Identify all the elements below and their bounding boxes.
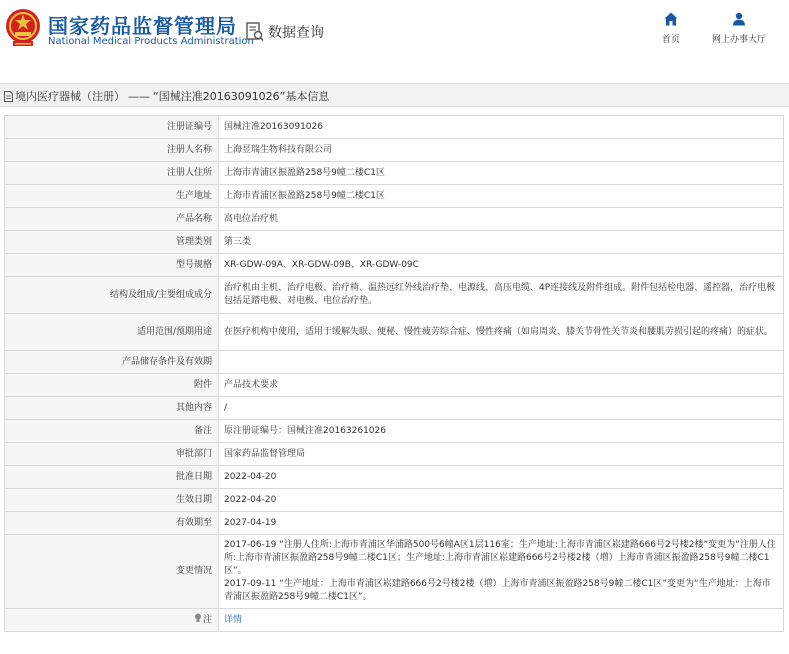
field-value [219, 116, 784, 139]
field-label [5, 208, 219, 231]
field-value-text: 产品技术要求 [224, 379, 279, 390]
data-query-label: 数据查询 [268, 25, 324, 41]
field-value [219, 512, 784, 535]
field-value-text: 2022-04-20 [224, 494, 277, 505]
user-icon [732, 12, 746, 26]
field-value [219, 314, 784, 351]
nav-home-label: 首页 [661, 35, 680, 45]
field-value [219, 231, 784, 254]
document-search-icon [246, 22, 264, 42]
field-label [5, 397, 219, 420]
field-value-text: 治疗机由主机、治疗电极、治疗椅、温热远红外线治疗垫、电源线、高压电缆、4P连接线及附件组成。附件包括检电器、遥控器，治疗电极包括足踏电极、对电极、电位治疗垫。 [224, 283, 776, 306]
field-value [219, 609, 784, 632]
field-value-text: 第三类 [224, 236, 252, 247]
field-label-text: 有效期至 [175, 517, 212, 528]
field-label [5, 609, 219, 632]
field-value [219, 466, 784, 489]
field-label-text: 适用范围/预期用途 [136, 326, 212, 337]
field-label-text: 其他内容 [175, 402, 212, 413]
table-row [5, 139, 784, 162]
table-row [5, 314, 784, 351]
field-value [219, 162, 784, 185]
field-value-text: 在医疗机构中使用，适用于缓解失眠、便秘、慢性疲劳综合症、慢性疼痛（如肩周炎、膝关节骨性关节炎和腰肌劳损引起的疼痛）的症状。 [224, 326, 774, 337]
field-value [219, 185, 784, 208]
breadcrumb-separator: —— [128, 89, 150, 103]
field-value [219, 443, 784, 466]
field-label [5, 535, 219, 609]
field-label-text: 附件 [193, 379, 212, 390]
field-label-text: 注册证编号 [166, 121, 212, 132]
field-value [219, 374, 784, 397]
field-label-text: 注册人名称 [166, 144, 212, 155]
table-row [5, 420, 784, 443]
nav-home[interactable] [656, 12, 686, 45]
field-label-text: 注册人住所 [166, 167, 212, 178]
field-value-text: 上海昱瑞生物科技有限公司 [224, 144, 333, 155]
field-value-text: XR-GDW-09A、XR-GDW-09B、XR-GDW-09C [224, 259, 419, 270]
field-value-text: 国家药品监督管理局 [224, 448, 306, 459]
table-row [5, 535, 784, 609]
field-label-text: 结构及组成/主要组成成分 [109, 289, 212, 300]
home-icon [664, 12, 678, 26]
field-value [219, 254, 784, 277]
field-value [219, 397, 784, 420]
breadcrumb [0, 83, 789, 107]
field-label [5, 116, 219, 139]
field-label [5, 351, 219, 374]
table-row [5, 351, 784, 374]
table-row [5, 397, 784, 420]
table-row [5, 512, 784, 535]
field-label [5, 231, 219, 254]
field-label [5, 420, 219, 443]
table-row [5, 277, 784, 314]
field-value [219, 277, 784, 314]
field-label [5, 512, 219, 535]
field-label [5, 185, 219, 208]
table-row [5, 208, 784, 231]
field-value-text: 上海市青浦区振盈路258号9幢二楼C1区 [224, 167, 385, 178]
field-value-text: 2022-04-20 [224, 471, 277, 482]
table-row [5, 374, 784, 397]
field-label [5, 162, 219, 185]
field-label [5, 443, 219, 466]
table-row [5, 231, 784, 254]
field-label-text: 产品储存条件及有效期 [121, 356, 212, 367]
table-row [5, 116, 784, 139]
document-icon [4, 91, 13, 102]
table-row [5, 466, 784, 489]
field-value-text: 2027-04-19 [224, 517, 277, 528]
field-value-text: 国械注准20163091026 [224, 121, 323, 132]
nav-online-hall-label: 网上办事大厅 [711, 35, 766, 45]
registration-detail-table [4, 115, 784, 632]
table-row [5, 489, 784, 512]
field-label [5, 466, 219, 489]
breadcrumb-current: “国械注准20163091026”基本信息 [153, 90, 330, 103]
details-link[interactable]: 详情 [224, 614, 243, 625]
field-value-text: 上海市青浦区振盈路258号9幢二楼C1区 [224, 190, 385, 201]
national-emblem-icon [5, 8, 41, 48]
field-label [5, 277, 219, 314]
table-row [5, 443, 784, 466]
nav-online-hall[interactable] [706, 12, 772, 45]
breadcrumb-section-link[interactable]: 境内医疗器械（注册） [15, 90, 125, 103]
site-title: 国家药品监督管理局 [48, 14, 237, 38]
field-value [219, 489, 784, 512]
field-label-text: 管理类别 [175, 236, 212, 247]
field-label [5, 254, 219, 277]
field-label-text: 型号规格 [175, 259, 212, 270]
field-label-text: 生效日期 [175, 494, 212, 505]
field-value-text: 2017-06-19 “注册人住所:上海市青浦区华浦路500号6幢A区1层116室；生产地址:上海市青浦区崧建路666号2号楼2楼”变更为“注册人住所:上海市青浦区振盈路258号9幢二楼C1区；生产地址:上海市青浦区崧建路666号2号楼2楼（増）上海市青浦区振盈路258号9幢二楼C1区”。 2017-09-11 “生产地址：上海市青浦区崧建路666号2号楼2楼（増）上海市青浦区振盈路258号9幢二楼C1区”变更为“生产地址：上海市青浦区振盈路258号9幢二楼C1区”。 [224, 540, 776, 602]
breadcrumb-trail [4, 88, 329, 104]
field-value [219, 535, 784, 609]
field-value-text: / [224, 402, 228, 413]
field-value-text: 高电位治疗机 [224, 213, 279, 224]
table-row [5, 609, 784, 632]
field-label-text: 批准日期 [175, 471, 212, 482]
field-label-text: 备注 [193, 425, 212, 436]
field-label [5, 139, 219, 162]
field-label-text: 注 [202, 615, 212, 625]
field-value [219, 351, 784, 374]
table-row [5, 162, 784, 185]
site-header [0, 0, 789, 68]
site-subtitle: National Medical Products Administration [48, 36, 254, 47]
field-value [219, 208, 784, 231]
field-label-text: 产品名称 [175, 213, 212, 224]
field-label-text: 生产地址 [175, 190, 212, 201]
data-query-heading [246, 20, 324, 44]
field-value [219, 420, 784, 443]
field-label [5, 314, 219, 351]
table-row [5, 254, 784, 277]
field-value-text: 原注册证编号：国械注准20163261026 [224, 425, 386, 436]
table-row [5, 185, 784, 208]
field-label [5, 489, 219, 512]
field-label-text: 审批部门 [175, 448, 212, 459]
field-value [219, 139, 784, 162]
field-label [5, 374, 219, 397]
field-label-text: 变更情况 [175, 566, 212, 576]
bulb-icon [194, 613, 202, 623]
